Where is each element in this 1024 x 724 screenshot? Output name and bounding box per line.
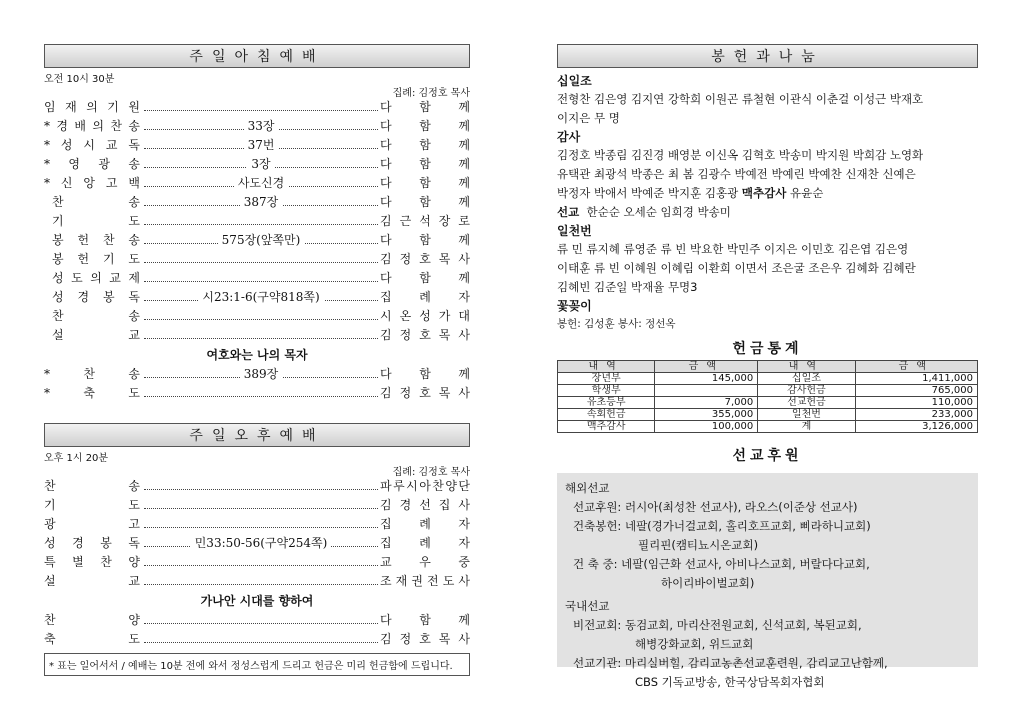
order-item-label: * 찬 송 xyxy=(44,367,140,381)
building-offer xyxy=(565,517,970,536)
stats-title: 헌금통계 xyxy=(732,341,803,357)
table-cell: 유초등부 xyxy=(558,397,655,409)
flower-label: 꽃꽂이 xyxy=(557,299,592,313)
order-item-person: 다 함 께 xyxy=(380,367,470,381)
order-item-person: 김 정 호 목 사 xyxy=(380,632,470,646)
afternoon-time: 오후 1시 20분 xyxy=(44,453,109,464)
order-row xyxy=(44,269,470,288)
leader-dots xyxy=(144,623,378,624)
morning-order-closing xyxy=(44,365,470,403)
afternoon-header xyxy=(44,423,470,447)
offering-stats-table xyxy=(557,360,978,433)
order-row xyxy=(44,98,470,117)
order-item-label: * 영 광 송 xyxy=(44,157,140,171)
order-item-person: 시 온 성 가 대 xyxy=(380,309,470,323)
order-item-label: 기 도 xyxy=(44,498,140,512)
vision-churches-value: 동검교회, 마리산전원교회, 신석교회, 복된교회, xyxy=(624,618,862,632)
order-item-label: 설 교 xyxy=(52,328,140,342)
order-item-label: 봉 헌 기 도 xyxy=(52,252,140,266)
table-row xyxy=(558,397,978,409)
mission-orgs xyxy=(565,654,970,673)
vision-churches xyxy=(565,616,970,635)
table-cell: 일천번 xyxy=(758,409,855,421)
leader-dots xyxy=(144,338,378,339)
order-item-label: 찬 양 xyxy=(44,613,140,627)
stats-body xyxy=(558,373,978,433)
order-item-detail: 37번 xyxy=(144,136,378,155)
week-names-3: 김혜빈 김준일 박재율 무명3 xyxy=(557,280,698,294)
stats-header-cell: 금액 xyxy=(655,361,758,373)
stats-header-cell: 금액 xyxy=(855,361,977,373)
leader-dots xyxy=(144,527,378,528)
morning-time: 오전 10시 30분 xyxy=(44,74,115,85)
order-item-label: 성 경 봉 독 xyxy=(44,536,140,550)
order-row xyxy=(44,288,470,307)
leader-dots xyxy=(144,281,378,282)
leader-dots xyxy=(144,508,378,509)
table-cell: 학생부 xyxy=(558,385,655,397)
order-item-person: 집 례 자 xyxy=(380,290,470,304)
order-item-person: 다 함 께 xyxy=(380,176,470,190)
order-row xyxy=(44,250,470,269)
order-item-detail: 시23:1-6(구약818쪽) xyxy=(144,288,378,307)
building-offer-value: 네팔(경가너걸교회, 홀리호프교회, 삐라하니교회) xyxy=(624,519,871,533)
afternoon-leader: 집례: 김정호 목사 xyxy=(392,467,470,478)
table-cell: 십일조 xyxy=(758,373,855,385)
under-construction-key: 건 축 중: xyxy=(573,557,618,571)
order-row xyxy=(44,611,470,630)
order-item-detail: 33장 xyxy=(144,117,378,136)
order-row xyxy=(44,553,470,572)
order-row xyxy=(44,496,470,515)
order-item-person: 다 함 께 xyxy=(380,271,470,285)
order-row xyxy=(44,155,470,174)
order-item-label: 기 도 xyxy=(52,214,140,228)
order-item-person: 다 함 께 xyxy=(380,119,470,133)
order-item-label: 성 경 봉 독 xyxy=(52,290,140,304)
afternoon-sermon-title: 가나안 시대를 향하여 xyxy=(200,594,314,608)
under-construction xyxy=(565,555,970,574)
under-construction-value: 네팔(임근화 선교사, 아비나스교회, 버랄다다교회, xyxy=(621,557,870,571)
table-cell: 선교헌금 xyxy=(758,397,855,409)
order-item-detail: 389장 xyxy=(144,365,378,384)
order-item-person: 김 경 선 집 사 xyxy=(380,498,470,512)
mission-label: 선교 xyxy=(557,205,580,219)
leader-dots xyxy=(144,110,378,111)
order-item-person: 교 우 중 xyxy=(380,555,470,569)
order-row xyxy=(44,193,470,212)
table-cell: 감사헌금 xyxy=(758,385,855,397)
leader-dots xyxy=(144,224,378,225)
order-item-person: 김 정 호 목 사 xyxy=(380,252,470,266)
overseas-label: 해외선교 xyxy=(565,481,610,495)
table-row xyxy=(558,409,978,421)
order-item-person: 김 정 호 목 사 xyxy=(380,328,470,342)
order-item-label: * 성 시 교 독 xyxy=(44,138,140,152)
order-row xyxy=(44,212,470,231)
table-cell: 장년부 xyxy=(558,373,655,385)
table-row xyxy=(558,385,978,397)
flower-text: 봉헌: 김성훈 봉사: 정선옥 xyxy=(557,318,676,330)
thanks-label: 감사 xyxy=(557,130,581,144)
mission-line xyxy=(557,203,978,222)
order-item-person: 조 재 권 전 도 사 xyxy=(380,574,470,588)
vision-churches-key: 비전교회: xyxy=(573,618,622,632)
afternoon-title: 주일오후예배 xyxy=(189,428,325,444)
morning-title: 주일아침예배 xyxy=(189,49,325,65)
table-cell: 1,411,000 xyxy=(855,373,977,385)
order-item-label: * 신 앙 고 백 xyxy=(44,176,140,190)
order-row xyxy=(44,515,470,534)
order-item-detail: 575장(앞쪽만) xyxy=(144,231,378,250)
order-item-label: 찬 송 xyxy=(44,479,140,493)
mission-support-key: 선교후원: xyxy=(573,500,622,514)
order-item-label: * 경 배 의 찬 송 xyxy=(44,119,140,133)
table-cell: 맥추감사 xyxy=(558,421,655,433)
order-row xyxy=(44,136,470,155)
order-row xyxy=(44,365,470,384)
leader-dots xyxy=(144,262,378,263)
order-item-label: 설 교 xyxy=(44,574,140,588)
order-row xyxy=(44,117,470,136)
table-cell: 110,000 xyxy=(855,397,977,409)
order-item-label: 특 별 찬 양 xyxy=(44,555,140,569)
table-cell: 765,000 xyxy=(855,385,977,397)
table-cell: 145,000 xyxy=(655,373,758,385)
table-cell: 3,126,000 xyxy=(855,421,977,433)
mission-orgs-cont: CBS 기독교방송, 한국상담목회자협회 xyxy=(635,675,825,689)
thanks-names-3a: 박정자 박애서 박예준 박지훈 김홍광 xyxy=(557,186,742,200)
offering-title: 봉헌과나눔 xyxy=(711,49,824,65)
order-item-person: 집 례 자 xyxy=(380,536,470,550)
table-cell: 100,000 xyxy=(655,421,758,433)
order-item-label: 찬 송 xyxy=(52,195,140,209)
order-item-label: * 축 도 xyxy=(44,386,140,400)
stats-header-row xyxy=(558,361,978,373)
week-names-2: 이태훈 류 빈 이혜원 이혜림 이환희 이면서 조은굴 조은우 김혜화 김혜란 xyxy=(557,261,916,275)
morning-order xyxy=(44,98,470,345)
table-row xyxy=(558,421,978,433)
table-cell: 355,000 xyxy=(655,409,758,421)
table-cell: 233,000 xyxy=(855,409,977,421)
order-item-detail: 387장 xyxy=(144,193,378,212)
stats-header-cell: 내역 xyxy=(558,361,655,373)
thanks-names-2: 유택관 최광석 박종은 최 봄 김광수 박예전 박예린 박예찬 신재찬 신예은 xyxy=(557,167,916,181)
table-cell: 7,000 xyxy=(655,397,758,409)
order-item-person: 다 함 께 xyxy=(380,613,470,627)
mission-support xyxy=(565,498,970,517)
notice-box: * 표는 일어서서 / 예배는 10분 전에 와서 정성스럽게 드리고 헌금은 미리 헌금함에 드립니다. xyxy=(44,653,470,676)
order-row xyxy=(44,231,470,250)
leader-dots xyxy=(144,642,378,643)
order-item-detail: 민33:50-56(구약254쪽) xyxy=(144,534,378,553)
order-item-person: 다 함 께 xyxy=(380,157,470,171)
leader-dots xyxy=(144,396,378,397)
vision-churches-cont: 해병강화교회, 위드교회 xyxy=(635,637,754,651)
morning-leader: 집례: 김정호 목사 xyxy=(392,88,470,99)
order-item-person: 다 함 께 xyxy=(380,100,470,114)
morning-sermon-title: 여호와는 나의 목자 xyxy=(206,348,308,362)
tithe-names-2: 이지은 무 명 xyxy=(557,111,620,125)
week-names-1: 류 민 류지혜 류영준 류 빈 박요한 박민주 이지은 이민호 김은엽 김은영 xyxy=(557,242,909,256)
tithe-names-1: 전형찬 김은영 김지연 강학희 이원곤 류철현 이관식 이춘걸 이성근 박재호 xyxy=(557,92,924,106)
order-item-detail: 사도신경 xyxy=(144,174,378,193)
harvest-label: 맥추감사 xyxy=(741,186,787,200)
order-item-person: 김 근 석 장 로 xyxy=(380,214,470,228)
order-item-person: 집 례 자 xyxy=(380,517,470,531)
mission-names: 한순순 오세순 임희경 박송미 xyxy=(586,205,731,219)
order-row xyxy=(44,534,470,553)
order-item-person: 김 정 호 목 사 xyxy=(380,386,470,400)
leader-dots xyxy=(144,319,378,320)
order-item-person: 다 함 께 xyxy=(380,195,470,209)
mission-orgs-key: 선교기관: xyxy=(573,656,622,670)
order-item-label: 임 재 의 기 원 xyxy=(44,100,140,114)
left-column xyxy=(44,44,470,676)
building-offer-key: 건축봉헌: xyxy=(573,519,622,533)
offering-header xyxy=(557,44,978,68)
thanks-names-3c: 유윤순 xyxy=(786,186,824,200)
order-row xyxy=(44,174,470,193)
table-cell: 속회헌금 xyxy=(558,409,655,421)
leader-dots xyxy=(144,584,378,585)
order-item-label: 축 도 xyxy=(44,632,140,646)
right-column xyxy=(557,44,978,689)
mission-orgs-value: 마리실버힐, 감리교농촌선교훈련원, 감리교고난함께, xyxy=(624,656,888,670)
leader-dots xyxy=(144,489,378,490)
order-item-person: 파 루 시 아 찬 양 단 xyxy=(380,479,470,493)
week-label: 일천번 xyxy=(557,224,592,238)
building-offer-cont: 필리핀(캠티뇨시온교회) xyxy=(638,538,759,552)
order-item-label: 성 도 의 교 제 xyxy=(52,271,140,285)
order-item-label: 광 고 xyxy=(44,517,140,531)
table-cell xyxy=(655,385,758,397)
order-item-label: 찬 송 xyxy=(52,309,140,323)
tithe-label: 십일조 xyxy=(557,74,592,88)
thanks-names-3 xyxy=(557,184,978,203)
order-row xyxy=(44,572,470,591)
morning-header xyxy=(44,44,470,68)
order-row xyxy=(44,307,470,326)
thanks-names-1: 김정호 박종림 김진경 배영분 이신옥 김혁호 박송미 박지원 박희감 노영화 xyxy=(557,148,924,162)
order-item-detail: 3장 xyxy=(144,155,378,174)
afternoon-order xyxy=(44,477,470,591)
order-row xyxy=(44,326,470,345)
table-cell: 계 xyxy=(758,421,855,433)
order-row xyxy=(44,630,470,649)
afternoon-order-closing xyxy=(44,611,470,649)
leader-dots xyxy=(144,565,378,566)
stats-header-cell: 내역 xyxy=(758,361,855,373)
missions-box xyxy=(557,473,978,689)
table-row xyxy=(558,373,978,385)
domestic-label: 국내선교 xyxy=(565,599,610,613)
order-item-person: 다 함 께 xyxy=(380,233,470,247)
mission-support-value: 러시아(최성찬 선교사), 라오스(이준상 선교사) xyxy=(624,500,858,514)
order-item-label: 봉 헌 찬 송 xyxy=(52,233,140,247)
order-row xyxy=(44,384,470,403)
order-item-person: 다 함 께 xyxy=(380,138,470,152)
missions-title: 선교후원 xyxy=(732,448,803,464)
under-construction-cont: 하이리바이벌교회) xyxy=(661,576,755,590)
order-row xyxy=(44,477,470,496)
